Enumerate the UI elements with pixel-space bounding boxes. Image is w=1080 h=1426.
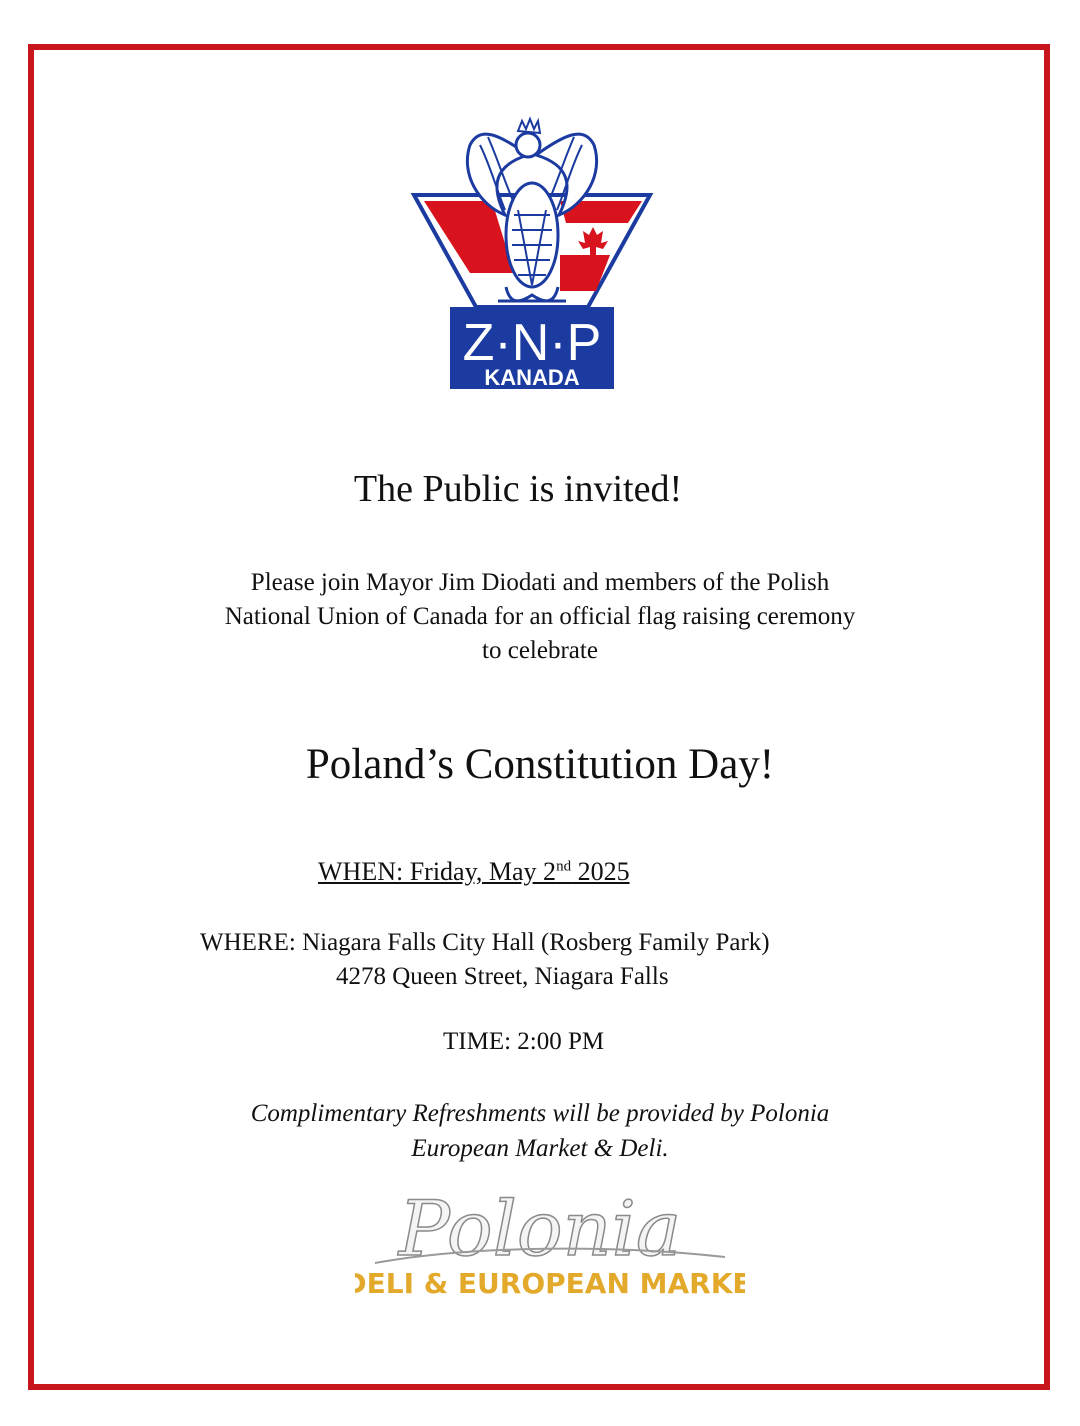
polonia-script-text: Polonia <box>398 1185 682 1273</box>
event-headline: Poland’s Constitution Day! <box>305 741 775 788</box>
when-year: 2025 <box>571 857 630 886</box>
invitation-heading: The Public is invited! <box>353 468 683 510</box>
refreshments-note <box>0 1096 1080 1166</box>
logo-text-kanada: KANADA <box>484 365 580 390</box>
refreshments-line: Complimentary Refreshments will be provided by Polonia <box>250 1100 830 1127</box>
refreshments-line: European Market & Deli. <box>411 1135 669 1162</box>
logo-text-znp: Z·N·P <box>462 314 602 372</box>
where-address: 4278 Queen Street, Niagara Falls <box>336 963 669 990</box>
event-date <box>318 857 630 887</box>
eagle-icon <box>410 115 654 393</box>
where-label: WHERE: Niagara Falls City Hall (Rosberg Family Park) <box>200 929 770 956</box>
event-time: TIME: 2:00 PM <box>443 1028 605 1055</box>
intro-line: Please join Mayor Jim Diodati and members of the Polish <box>250 569 830 596</box>
date-suffix: nd <box>556 858 572 875</box>
polonia-subtitle: DELI & EUROPEAN MARKET <box>355 1267 745 1300</box>
polonia-deli-logo <box>355 1185 745 1305</box>
znp-kanada-logo <box>410 115 654 393</box>
when-label: WHEN: Friday, May 2 <box>318 857 557 886</box>
invitation-intro <box>0 566 1080 668</box>
event-location <box>200 926 770 994</box>
intro-line: National Union of Canada for an official flag raising ceremony <box>224 603 856 630</box>
polonia-logo-icon <box>355 1185 745 1305</box>
intro-line: to celebrate <box>482 637 598 664</box>
